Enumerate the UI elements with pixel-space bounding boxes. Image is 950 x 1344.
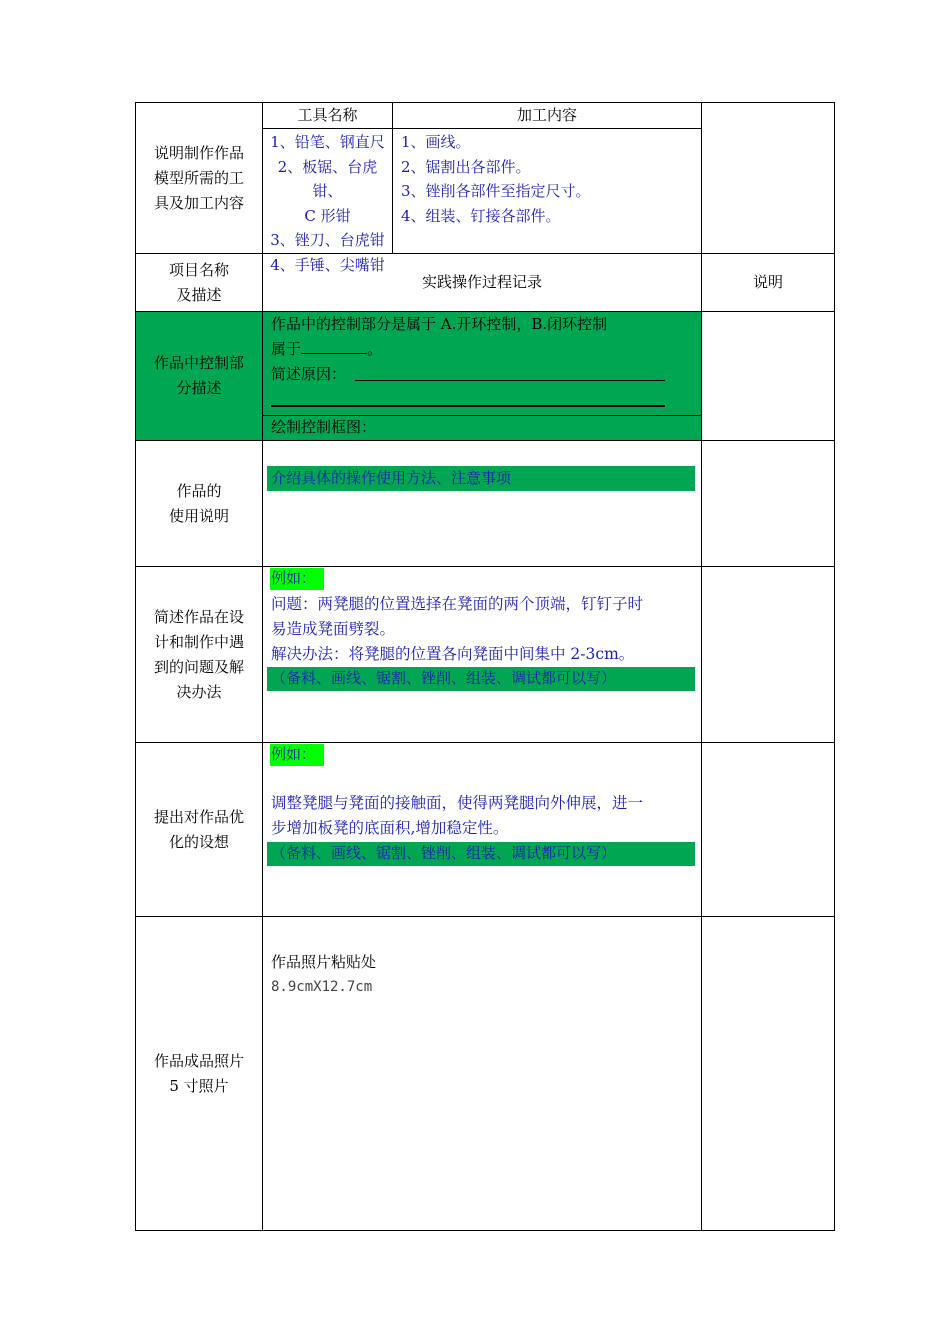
process-content-list — [401, 130, 701, 228]
tools-row-label — [136, 103, 262, 253]
list-item: 2、板锯、台虎钳、 — [277, 157, 378, 200]
header-text: 加工内容 — [516, 106, 577, 124]
problems-row-label — [136, 567, 262, 742]
list-item: 2、锯割出各部件。 — [401, 157, 531, 176]
label-line: 分描述 — [176, 379, 222, 397]
header-text: 说明 — [752, 273, 783, 291]
example-label: 例如： — [271, 569, 317, 587]
answer-prefix: 属于 — [271, 340, 302, 358]
process-record-header — [263, 254, 701, 311]
diagram-label: 绘制控制框图： — [271, 418, 377, 436]
solution-line: 解决办法：将凳腿的位置各向凳面中间集中 2-3cm。 — [271, 645, 635, 663]
header-text: 工具名称 — [297, 106, 358, 124]
problem-line: 易造成凳面劈裂。 — [271, 620, 396, 638]
list-item: 4、手锤、尖嘴钳 — [270, 255, 385, 274]
problem-line: 问题：两凳腿的位置选择在凳面的两个顶端，钉钉子时 — [271, 595, 644, 613]
optimize-row-label — [136, 743, 262, 916]
list-item: 1、画线。 — [401, 133, 471, 151]
label-line: 具及加工内容 — [153, 193, 244, 212]
list-item: 3、锉刀、台虎钳 — [270, 231, 385, 249]
photo-row-label — [136, 917, 262, 1230]
problems-note: （备料、画线、锯割、锉削、组装、调试都可以写） — [271, 669, 617, 687]
label-line: 及描述 — [176, 285, 222, 304]
label-line: 作品的 — [176, 481, 222, 500]
photo-size: 8.9cmX12.7cm — [271, 979, 373, 995]
tool-name-header — [263, 103, 392, 128]
label-line: 化的设想 — [168, 832, 229, 851]
optimize-line: 步增加板凳的底面积,增加稳定性。 — [271, 819, 509, 837]
label-line: 到的问题及解 — [153, 657, 244, 676]
answer-blank[interactable] — [301, 339, 367, 354]
header-text: 实践操作过程记录 — [421, 273, 542, 291]
list-item: C 形钳 — [304, 206, 351, 225]
label-line: 使用说明 — [168, 506, 229, 525]
label-line: 简述作品在设 — [153, 607, 244, 626]
reason-blank-line-1[interactable] — [355, 380, 665, 381]
optimize-line: 调整凳腿与凳面的接触面，使得两凳腿向外伸展，进一 — [271, 794, 644, 812]
label-line: 说明制作作品 — [153, 143, 244, 162]
answer-suffix: 。 — [367, 340, 383, 358]
control-type-answer — [271, 337, 382, 362]
label-line: 5 寸照片 — [169, 1076, 229, 1095]
photo-paste-label: 作品照片粘贴处 — [271, 953, 377, 971]
label-line: 计和制作中遇 — [153, 632, 244, 651]
usage-row-label — [136, 441, 262, 566]
note-header — [702, 254, 834, 311]
photo-paste-area[interactable] — [263, 1010, 701, 1230]
list-item: 1、铅笔、钢直尺 — [270, 133, 385, 151]
list-item: 4、组装、钉接各部件。 — [401, 206, 561, 225]
label-line: 作品中控制部 — [153, 354, 244, 372]
usage-hint: 介绍具体的操作使用方法、注意事项 — [271, 469, 512, 487]
label-line: 项目名称 — [168, 260, 229, 279]
control-type-question: 作品中的控制部分是属于 A.开环控制，B.闭环控制 — [271, 315, 608, 333]
label-line: 提出对作品优 — [153, 807, 244, 826]
list-item: 3、锉削各部件至指定尺寸。 — [401, 182, 591, 200]
example-label: 例如： — [271, 745, 317, 763]
reason-blank-line-2[interactable] — [271, 405, 665, 407]
reason-label: 简述原因： — [271, 365, 347, 383]
label-line: 决办法 — [176, 682, 222, 701]
label-line: 模型所需的工 — [153, 168, 244, 187]
control-row-label — [136, 312, 262, 440]
optimize-note: （备料、画线、锯割、锉削、组装、调试都可以写） — [271, 844, 617, 862]
label-line: 作品成品照片 — [153, 1051, 244, 1070]
item-name-header — [136, 254, 262, 311]
process-content-header — [393, 103, 701, 128]
